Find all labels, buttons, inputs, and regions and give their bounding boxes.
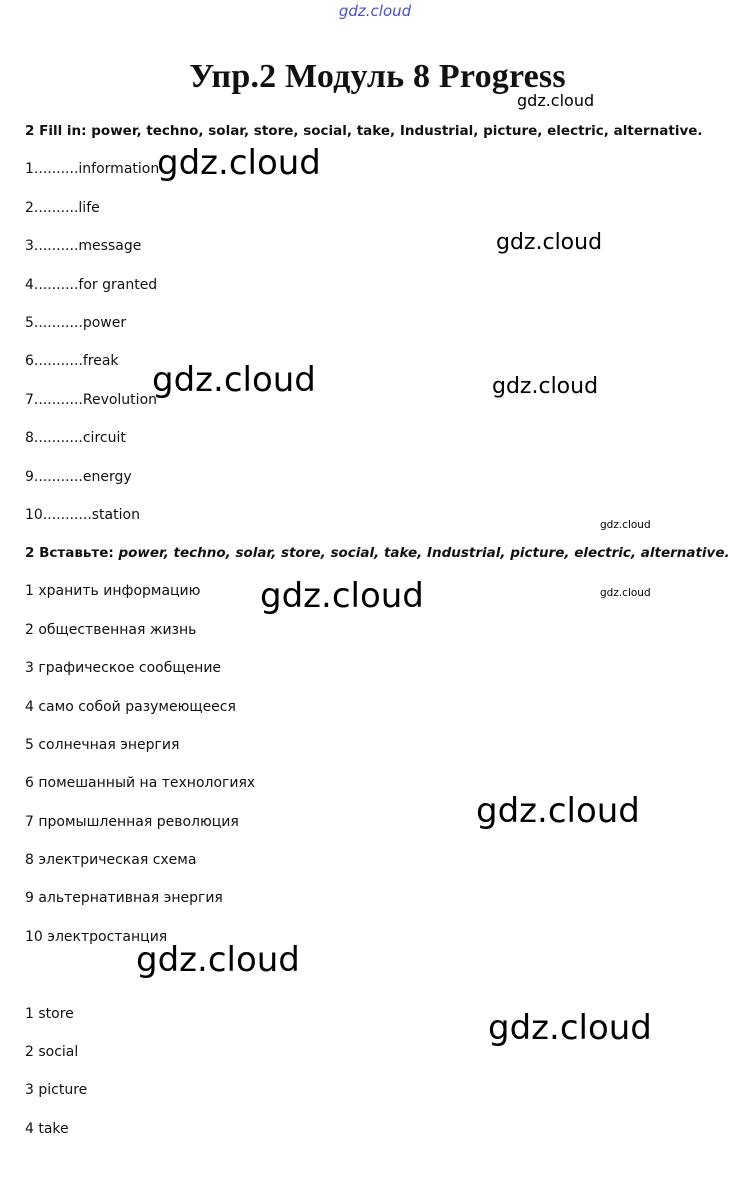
translation-item: 5 солнечная энергия <box>25 737 180 753</box>
exercise-item: 3..........message <box>25 238 142 254</box>
exercise-item: 4..........for granted <box>25 277 158 293</box>
instruction-words: power, techno, solar, store, social, take, Industrial, picture, electric, alternative. <box>118 545 730 561</box>
page-title: Упр.2 Модуль 8 Progress <box>189 58 566 95</box>
watermark: gdz.cloud <box>136 940 300 980</box>
exercise-item: 1..........information <box>25 161 160 177</box>
translation-item: 3 графическое сообщение <box>25 660 222 676</box>
translation-item: 1 хранить информацию <box>25 583 201 599</box>
exercise-item: 8...........circuit <box>25 430 126 446</box>
top-watermark: gdz.cloud <box>338 2 412 20</box>
instruction-english <box>25 123 703 139</box>
watermark: gdz.cloud <box>260 576 424 616</box>
translation-item: 2 общественная жизнь <box>25 622 197 638</box>
answer-item: 3 picture <box>25 1082 88 1098</box>
answer-item: 4 take <box>25 1121 69 1137</box>
instruction-prefix: 2 Fill in: <box>25 123 87 139</box>
translation-item: 7 промышленная революция <box>25 814 239 830</box>
answer-item: 2 social <box>25 1044 79 1060</box>
translation-item: 6 помешанный на технологиях <box>25 775 256 791</box>
translation-item: 4 само собой разумеющееся <box>25 699 236 715</box>
instruction-words: power, techno, solar, store, social, take, Industrial, picture, electric, alternative. <box>91 123 703 139</box>
watermark: gdz.cloud <box>157 143 321 183</box>
watermark: gdz.cloud <box>476 791 640 831</box>
exercise-item: 5...........power <box>25 315 127 331</box>
exercise-item: 2..........life <box>25 200 100 216</box>
translation-item: 8 электрическая схема <box>25 852 197 868</box>
exercise-item: 10...........station <box>25 507 140 523</box>
answer-item: 1 store <box>25 1006 74 1022</box>
exercise-item: 9...........energy <box>25 469 132 485</box>
watermark: gdz.cloud <box>496 230 603 255</box>
watermark: gdz.cloud <box>600 587 651 599</box>
exercise-item: 6...........freak <box>25 353 119 369</box>
instruction-prefix: 2 Вставьте: <box>25 545 114 561</box>
exercise-item: 7...........Revolution <box>25 392 158 408</box>
instruction-russian <box>25 545 730 561</box>
watermark: gdz.cloud <box>492 374 599 399</box>
watermark: gdz.cloud <box>600 519 651 531</box>
watermark: gdz.cloud <box>517 91 595 110</box>
watermark: gdz.cloud <box>488 1008 652 1048</box>
translation-item: 10 электростанция <box>25 929 168 945</box>
translation-item: 9 альтернативная энергия <box>25 890 223 906</box>
watermark: gdz.cloud <box>152 360 316 400</box>
